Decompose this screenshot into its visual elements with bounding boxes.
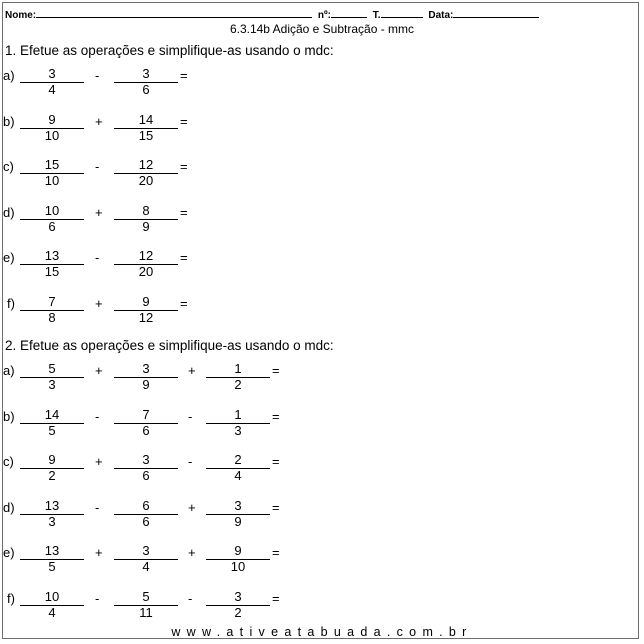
fraction-numerator: 5 (20, 362, 84, 378)
date-line[interactable] (453, 8, 539, 18)
equals-sign: = (272, 363, 280, 378)
fraction-denominator: 6 (48, 218, 56, 234)
exercise-letter: b) (3, 408, 15, 424)
exercise-letter: c) (3, 454, 14, 470)
fraction-numerator: 8 (114, 204, 178, 220)
operator-sign: - (95, 591, 100, 606)
exercise-row (0, 359, 644, 393)
exercise-letter: f) (7, 296, 15, 311)
fraction-numerator: 9 (114, 295, 178, 311)
fraction-denominator: 12 (138, 310, 154, 325)
operator-sign: - (95, 68, 100, 83)
number-line[interactable] (331, 8, 367, 18)
fraction-denominator: 2 (48, 468, 56, 484)
equals-sign: = (180, 113, 188, 129)
fraction-numerator: 10 (20, 204, 84, 220)
fraction-denominator: 9 (234, 513, 242, 529)
operator-sign: - (95, 250, 100, 266)
operator-sign: + (95, 204, 103, 220)
operator-sign: + (95, 363, 103, 378)
exercise-letter: a) (3, 363, 15, 378)
equals-sign: = (180, 250, 188, 266)
exercise-row (0, 292, 644, 326)
fraction-numerator: 6 (114, 499, 178, 515)
fraction-numerator: 15 (20, 158, 84, 174)
operator-sign: + (95, 113, 103, 129)
fraction-denominator: 5 (48, 559, 56, 575)
fraction-denominator: 2 (234, 377, 242, 392)
equals-sign: = (272, 408, 280, 424)
exercise-letter: e) (3, 545, 15, 561)
fraction-denominator: 11 (139, 605, 153, 620)
fraction-denominator: 6 (142, 82, 150, 97)
exercise-row (0, 246, 644, 280)
fraction-numerator: 3 (114, 544, 178, 560)
fraction-denominator: 4 (48, 82, 56, 97)
exercise-row (0, 201, 644, 235)
exercise-letter: b) (3, 113, 15, 129)
fraction-numerator: 12 (114, 249, 178, 265)
fraction-denominator: 3 (234, 422, 242, 438)
equals-sign: = (272, 499, 280, 515)
fraction-denominator: 20 (138, 173, 154, 189)
fraction-numerator: 7 (20, 295, 84, 311)
fraction-numerator: 14 (114, 113, 178, 129)
operator-sign: + (95, 296, 103, 311)
exercise-row (0, 110, 644, 144)
exercise-letter: e) (3, 250, 15, 266)
fraction-denominator: 4 (142, 559, 150, 575)
fraction-numerator: 5 (114, 590, 178, 606)
fraction-numerator: 2 (206, 453, 270, 469)
site-footer: www.ativeatabuada.com.br (171, 625, 473, 639)
date-label: Data: (428, 10, 454, 21)
fraction-numerator: 9 (206, 544, 270, 560)
operator-sign: + (188, 545, 196, 561)
exercise-letter: f) (7, 591, 15, 606)
operator-sign: - (95, 408, 100, 424)
exercise-letter: a) (3, 68, 15, 83)
worksheet-title: 6.3.14b Adição e Subtração - mmc (229, 22, 415, 36)
fraction-numerator: 7 (114, 408, 178, 424)
exercise-row (0, 541, 644, 575)
fraction-denominator: 6 (142, 422, 150, 438)
fraction-numerator: 12 (114, 158, 178, 174)
name-line[interactable] (36, 8, 312, 18)
equals-sign: = (180, 204, 188, 220)
name-label: Nome: (5, 10, 37, 21)
number-label: nº: (317, 10, 331, 21)
fraction-denominator: 10 (230, 559, 246, 575)
fraction-denominator: 10 (44, 127, 60, 143)
operator-sign: - (188, 454, 193, 470)
fraction-denominator: 4 (234, 468, 242, 484)
fraction-numerator: 3 (114, 362, 178, 378)
fraction-denominator: 5 (48, 422, 56, 438)
fraction-numerator: 13 (20, 544, 84, 560)
class-label: T. (372, 10, 381, 21)
section2-instruction: 2. Efetue as operações e simplifique-as usando o mdc: (5, 338, 334, 353)
fraction-numerator: 3 (206, 499, 270, 515)
exercise-letter: d) (3, 204, 15, 220)
operator-sign: - (95, 499, 100, 515)
operator-sign: + (95, 454, 103, 470)
class-line[interactable] (381, 8, 423, 18)
operator-sign: - (188, 591, 193, 606)
fraction-denominator: 15 (138, 127, 154, 143)
exercise-letter: c) (3, 159, 14, 175)
fraction-numerator: 1 (206, 408, 270, 424)
exercise-row (0, 155, 644, 189)
operator-sign: + (188, 499, 196, 515)
section1-instruction: 1. Efetue as operações e simplifique-as usando o mdc: (5, 43, 334, 58)
operator-sign: + (188, 363, 196, 378)
fraction-denominator: 6 (142, 513, 150, 529)
fraction-denominator: 10 (44, 173, 60, 189)
exercise-row (0, 587, 644, 621)
fraction-denominator: 2 (234, 605, 242, 620)
exercise-row (0, 496, 644, 530)
operator-sign: + (95, 545, 103, 561)
fraction-numerator: 3 (114, 67, 178, 83)
fraction-denominator: 9 (142, 377, 150, 392)
student-info-header (5, 8, 539, 21)
exercise-letter: d) (3, 499, 15, 515)
fraction-numerator: 3 (206, 590, 270, 606)
equals-sign: = (272, 591, 280, 606)
fraction-denominator: 3 (48, 513, 56, 529)
equals-sign: = (272, 454, 280, 470)
equals-sign: = (180, 159, 188, 175)
fraction-numerator: 1 (206, 362, 270, 378)
fraction-numerator: 10 (20, 590, 84, 606)
operator-sign: - (188, 408, 193, 424)
equals-sign: = (272, 545, 280, 561)
fraction-numerator: 14 (20, 408, 84, 424)
exercise-row (0, 405, 644, 439)
fraction-numerator: 9 (20, 453, 84, 469)
fraction-numerator: 9 (20, 113, 84, 129)
fraction-denominator: 6 (142, 468, 150, 484)
equals-sign: = (180, 68, 188, 83)
fraction-numerator: 13 (20, 499, 84, 515)
equals-sign: = (180, 296, 188, 311)
fraction-numerator: 3 (114, 453, 178, 469)
fraction-denominator: 4 (48, 605, 56, 620)
exercise-row (0, 450, 644, 484)
fraction-denominator: 3 (48, 377, 56, 392)
fraction-denominator: 15 (44, 264, 60, 280)
fraction-numerator: 3 (20, 67, 84, 83)
fraction-numerator: 13 (20, 249, 84, 265)
exercise-row (0, 64, 644, 98)
fraction-denominator: 8 (48, 310, 56, 325)
fraction-denominator: 20 (138, 264, 154, 280)
fraction-denominator: 9 (142, 218, 150, 234)
operator-sign: - (95, 159, 100, 175)
